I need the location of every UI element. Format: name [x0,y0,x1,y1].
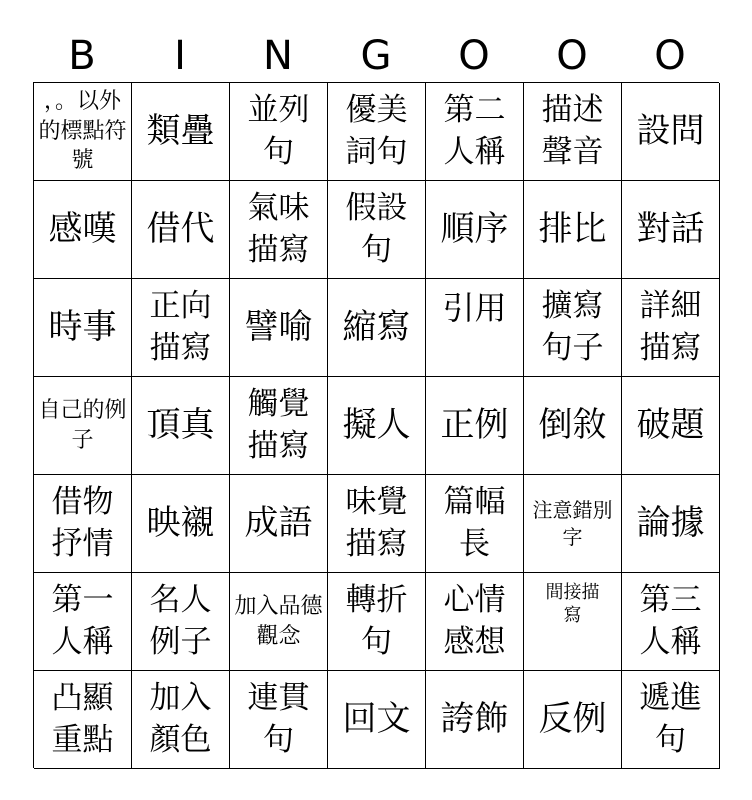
header-letter-i: I [174,33,186,79]
cell-text: 假設句 [345,189,408,268]
bingo-cell[interactable] [34,671,132,769]
bingo-cell[interactable] [426,475,524,573]
bingo-cell[interactable] [230,475,328,573]
header-letter-b: B [68,33,96,79]
header-letter-o-1: O [458,33,490,79]
bingo-cell[interactable] [132,475,230,573]
cell-text: 譬喻 [244,307,313,348]
bingo-cell[interactable] [230,671,328,769]
cell-text: 氣味描寫 [247,189,310,268]
cell-text: 自己的例子 [38,397,127,453]
cell-text: 設問 [636,111,705,152]
bingo-cell[interactable] [34,377,132,475]
cell-text: 間接描寫 [545,582,600,627]
cell-text: 詳細描寫 [639,287,702,366]
bingo-cell[interactable] [328,475,426,573]
cell-text: 加入品德觀念 [234,593,323,649]
cell-text: 遞進句 [639,679,702,758]
cell-text: 注意錯別字 [532,497,613,549]
cell-text: 第一人稱 [51,581,114,660]
cell-text: 第三人稱 [639,581,702,660]
cell-text: 映襯 [146,503,215,544]
bingo-cell[interactable] [230,377,328,475]
cell-text: 類疊 [146,111,215,152]
bingo-cell[interactable] [426,83,524,181]
bingo-cell[interactable] [426,279,524,377]
bingo-cell[interactable] [34,181,132,279]
cell-text: 破題 [636,405,705,446]
cell-text: 心情感想 [443,581,506,660]
cell-text: 借物抒情 [51,483,114,562]
bingo-cell[interactable] [34,279,132,377]
bingo-cell[interactable] [34,83,132,181]
bingo-cell[interactable] [524,83,622,181]
bingo-cell[interactable] [132,671,230,769]
bingo-cell[interactable] [524,671,622,769]
bingo-cell[interactable] [34,573,132,671]
cell-text: 排比 [538,209,607,250]
bingo-cell[interactable] [230,279,328,377]
bingo-cell[interactable] [426,671,524,769]
bingo-cell[interactable] [132,377,230,475]
bingo-header [33,30,719,82]
cell-text: 成語 [244,503,313,544]
cell-text: 擬人 [342,405,411,446]
bingo-cell[interactable] [230,83,328,181]
bingo-cell[interactable] [230,181,328,279]
cell-text: 誇飾 [440,699,509,740]
bingo-cell[interactable] [426,377,524,475]
bingo-cell[interactable] [622,377,720,475]
cell-text: ，。以外的標點符號 [38,88,127,174]
header-letter-g: G [360,33,392,79]
cell-text: 觸覺描寫 [247,385,310,464]
bingo-cell[interactable] [622,279,720,377]
cell-text: 描述聲音 [541,91,604,170]
cell-text: 論據 [636,503,705,544]
cell-text: 連貫句 [247,679,310,758]
bingo-cell[interactable] [622,181,720,279]
bingo-cell[interactable] [230,573,328,671]
cell-text: 味覺描寫 [345,483,408,562]
cell-text: 轉折句 [345,581,408,660]
bingo-cell[interactable] [328,377,426,475]
cell-text: 回文 [342,699,411,740]
cell-text: 縮寫 [342,307,411,348]
bingo-cell[interactable] [524,475,622,573]
cell-text: 凸顯重點 [51,679,114,758]
cell-text: 名人例子 [149,581,212,660]
cell-text: 擴寫句子 [541,287,604,366]
header-letter-n: N [263,33,293,79]
bingo-cell[interactable] [328,181,426,279]
bingo-cell[interactable] [622,83,720,181]
header-letter-o-3: O [654,33,686,79]
bingo-board [33,82,719,768]
bingo-cell[interactable] [426,573,524,671]
cell-text: 頂真 [146,405,215,446]
cell-text: 篇幅長 [443,483,506,562]
cell-text: 正向描寫 [149,287,212,366]
bingo-cell[interactable] [132,181,230,279]
bingo-cell[interactable] [524,181,622,279]
bingo-cell[interactable] [328,573,426,671]
bingo-cell[interactable] [524,279,622,377]
bingo-cell[interactable] [132,279,230,377]
cell-text: 感嘆 [48,209,117,250]
cell-text: 反例 [538,699,607,740]
cell-text: 順序 [440,209,509,250]
bingo-cell[interactable] [524,377,622,475]
bingo-cell[interactable] [132,573,230,671]
cell-text: 並列句 [247,91,310,170]
bingo-cell[interactable] [524,573,622,671]
cell-text: 時事 [48,307,117,348]
cell-text: 加入顏色 [149,679,212,758]
bingo-cell[interactable] [622,671,720,769]
bingo-cell[interactable] [328,279,426,377]
bingo-cell[interactable] [622,573,720,671]
cell-text: 優美詞句 [345,91,408,170]
cell-text: 對話 [636,209,705,250]
bingo-cell[interactable] [328,83,426,181]
cell-text: 第二人稱 [443,91,506,170]
bingo-cell[interactable] [328,671,426,769]
bingo-cell[interactable] [426,181,524,279]
bingo-cell[interactable] [34,475,132,573]
cell-text: 倒敘 [538,405,607,446]
bingo-cell[interactable] [622,475,720,573]
cell-text: 引用 [442,289,507,327]
bingo-cell[interactable] [132,83,230,181]
header-letter-o-2: O [556,33,588,79]
cell-text: 借代 [146,209,215,250]
cell-text: 正例 [440,405,509,446]
